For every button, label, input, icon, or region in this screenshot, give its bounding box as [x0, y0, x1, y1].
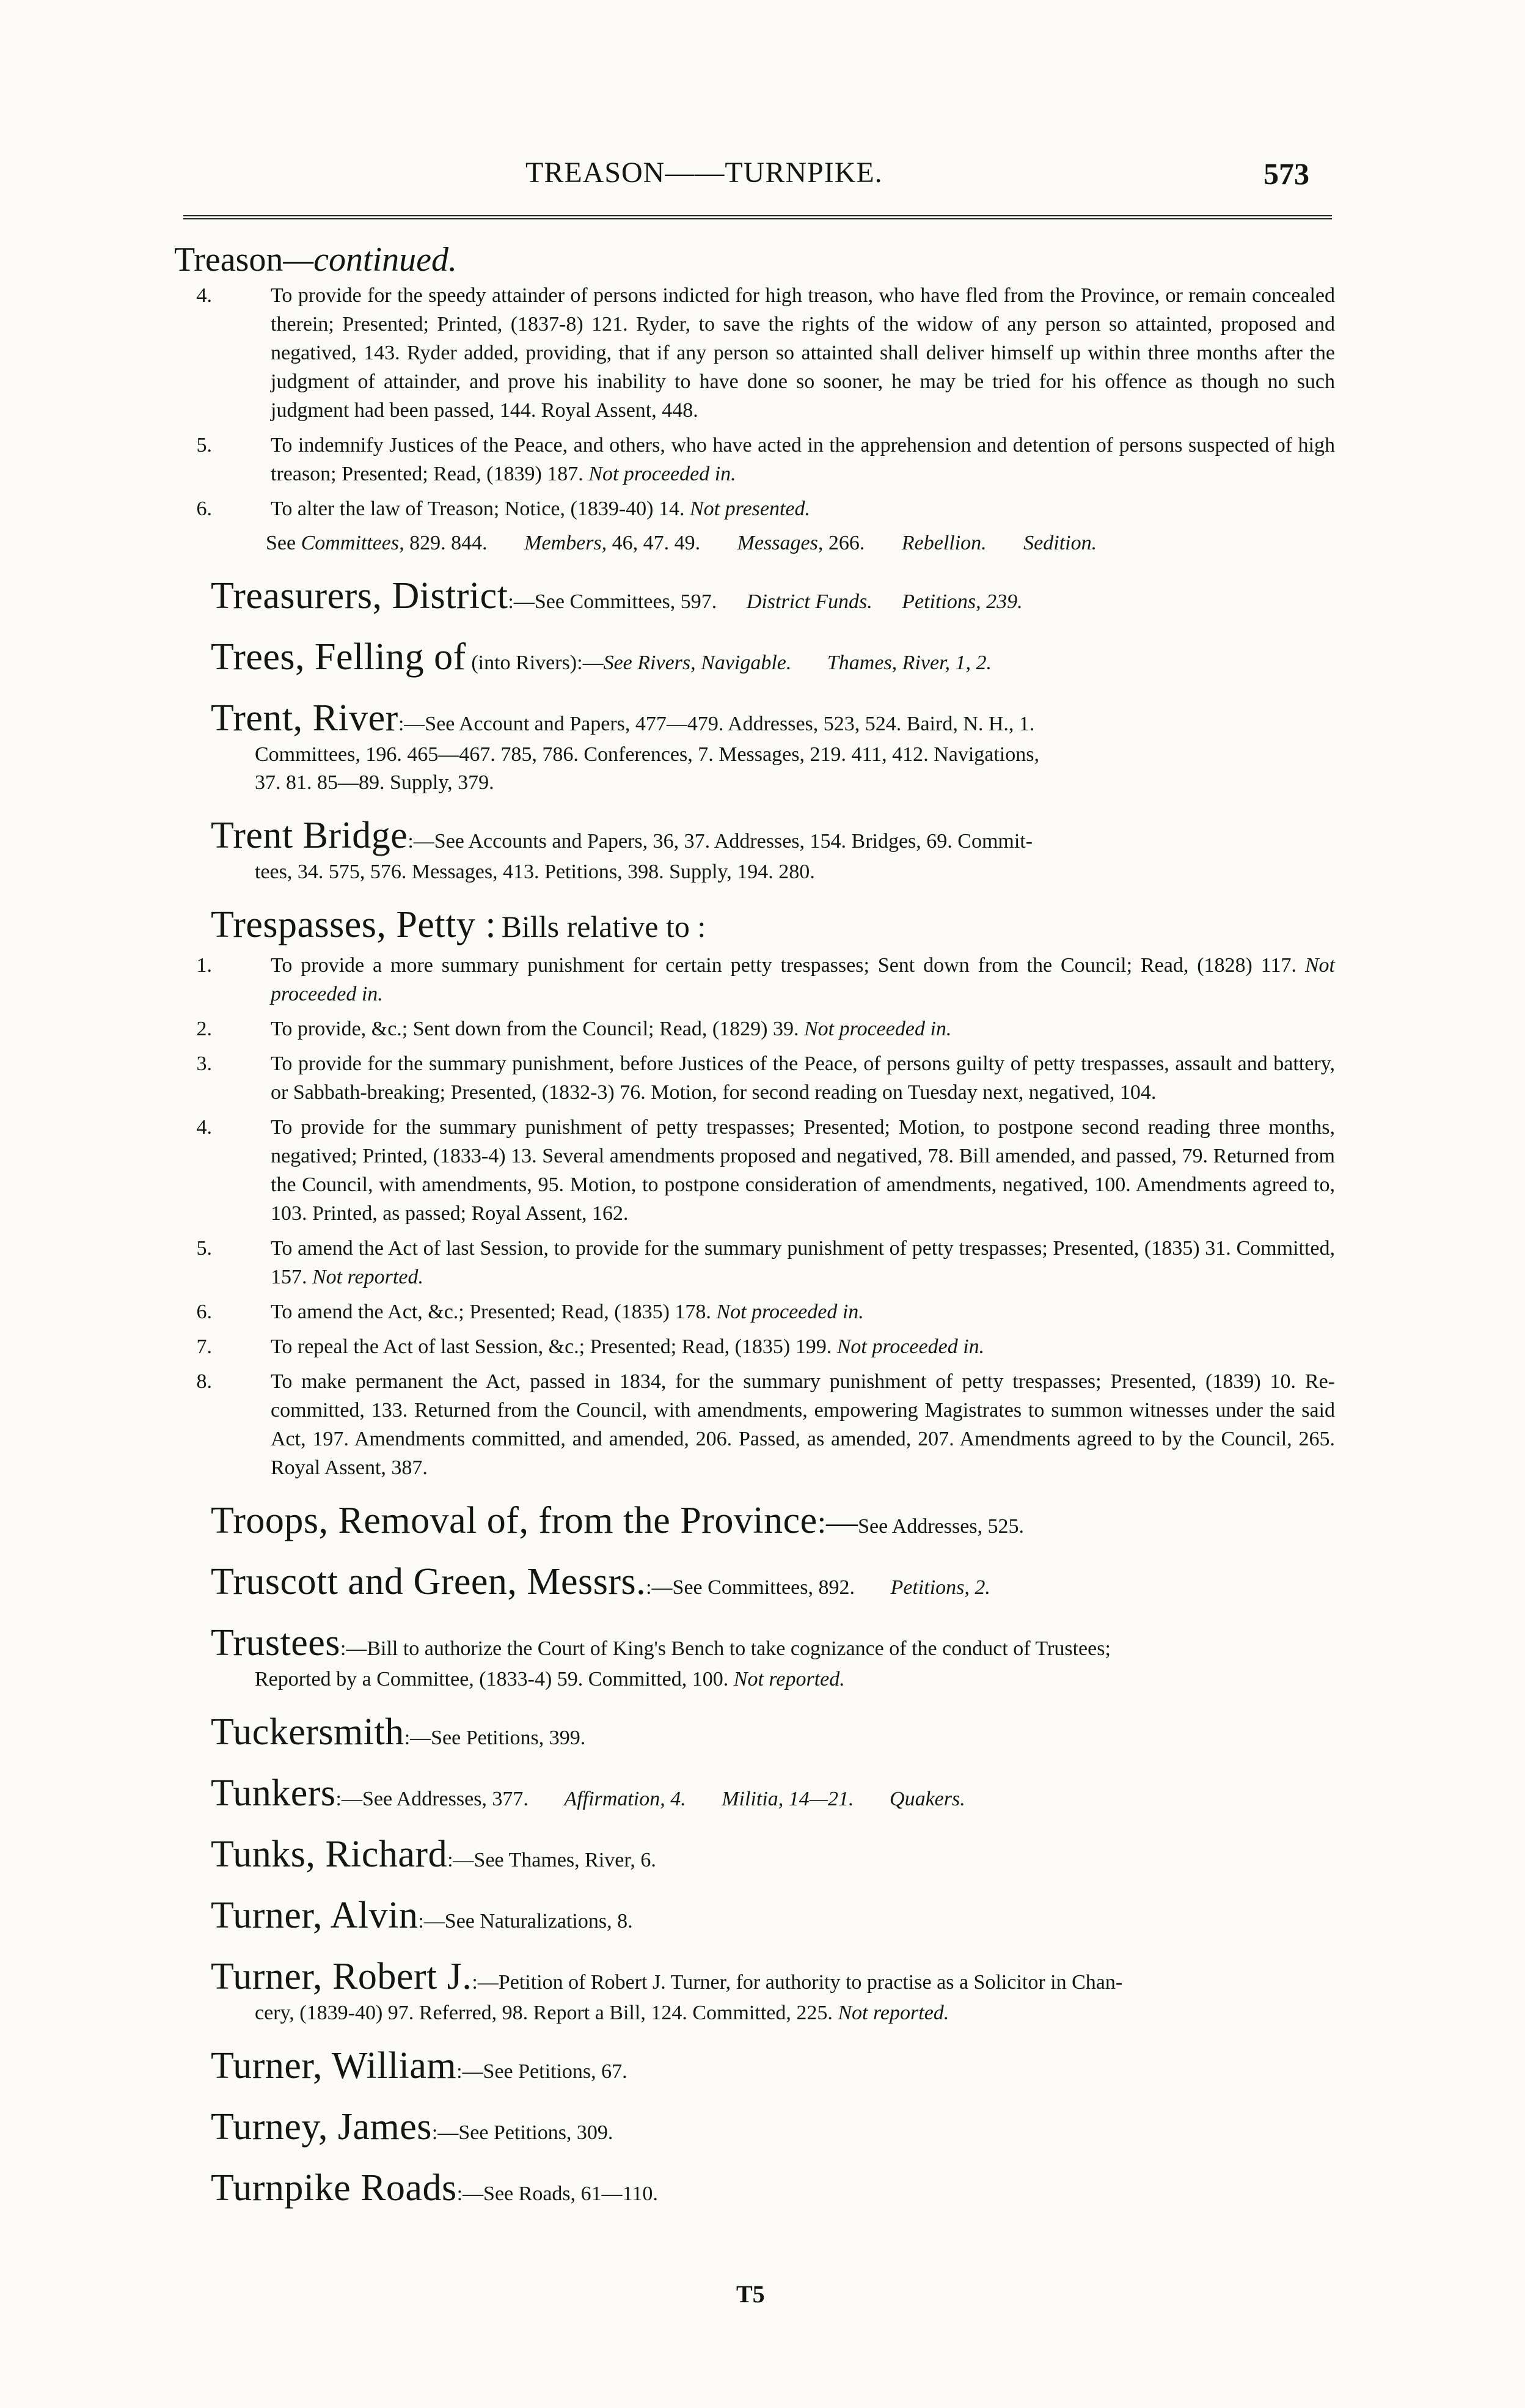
- entry-heading: Trees, Felling of: [211, 636, 466, 678]
- header-rule: [183, 215, 1332, 219]
- entry-heading: Trespasses, Petty :: [211, 904, 497, 945]
- entry-heading: Trent, River: [211, 697, 398, 739]
- entry-heading: Turnpike Roads: [211, 2167, 457, 2209]
- entry-heading: Tunks, Richard: [211, 1834, 448, 1875]
- entry-heading: Turner, William: [211, 2045, 457, 2087]
- entry-turney: Turney, James:—See Petitions, 309.: [211, 2106, 613, 2148]
- bill-item: 1. To provide a more summary punishment for certain petty trespasses; Sent down from the Council; Read, (1828) 117. Not proceeded in.: [196, 954, 1335, 1005]
- entry-treasurers: Treasurers, District:—See Committees, 597. District Funds. Petitions, 239.: [211, 575, 1023, 617]
- entry-heading: Turner, Alvin: [211, 1895, 419, 1936]
- bill-item: 4. To provide for the summary punishment of petty trespasses; Presented; Motion, to postpone second reading three months, negatived; Printed, (1833-4) 13. Several amendments proposed and negatived, 78. Bill amended, and passed, 79. Returned from the Council, with amendments, 95. Motion, to postpone consideration of amendments, negatived, 100. Amendments agreed to, 103. Printed, as passed; Royal Assent, 162.: [196, 1116, 1335, 1225]
- index-entries: [174, 238, 1335, 2226]
- entry-heading: Turney, James: [211, 2106, 432, 2148]
- bill-item: 5. To indemnify Justices of the Peace, and others, who have acted in the apprehension and detention of persons suspected of high treason; Presented; Read, (1839) 187. Not proceeded in.: [196, 434, 1335, 485]
- entry-tunks: Tunks, Richard:—See Thames, River, 6.: [211, 1834, 656, 1875]
- entry-turnpike: Turnpike Roads:—See Roads, 61—110.: [211, 2167, 658, 2209]
- entry-heading: Tuckersmith: [211, 1711, 404, 1753]
- entry-tunkers: Tunkers:—See Addresses, 377. Affirmation, 4. Militia, 14—21. Quakers.: [211, 1772, 965, 1814]
- entry-trent-river: Trent, River:—See Account and Papers, 477—479. Addresses, 523, 524. Baird, N. H., 1. Committees, 196. 465—467. 785, 786. Conferences, 7. Messages, 219. 411, 412. Navigations, 37. 81. 85—89. Supply, 379.: [211, 697, 1039, 794]
- bill-list: [196, 951, 1335, 1482]
- bill-item: 3. To provide for the summary punishment, before Justices of the Peace, of persons guilty of petty trespasses, assault and battery, or Sabbath-breaking; Presented, (1832-3) 76. Motion, for second reading on Tuesday next, negatived, 104.: [196, 1052, 1335, 1104]
- entry-troops: Troops, Removal of, from the Province:—See Addresses, 525.: [211, 1500, 1025, 1541]
- entry-heading: Truscott and Green, Messrs.: [211, 1561, 646, 1602]
- entry-treason: [174, 238, 1335, 557]
- bill-item: 2. To provide, &c.; Sent down from the Council; Read, (1829) 39. Not proceeded in.: [196, 1018, 952, 1040]
- page-header: [0, 156, 1525, 205]
- entry-heading: Tunkers: [211, 1772, 336, 1814]
- entry-turner-alvin: Turner, Alvin:—See Naturalizations, 8.: [211, 1895, 633, 1936]
- entry-heading: Turner, Robert J.: [211, 1956, 472, 1997]
- entry-turner-william: Turner, William:—See Petitions, 67.: [211, 2045, 627, 2087]
- see-also-line: See Committees, 829. 844. Members, 46, 47. 49. Messages, 266. Rebellion. Sedition.: [266, 532, 1097, 554]
- entry-heading: Treasurers, District: [211, 575, 508, 617]
- entry-trent-bridge: Trent Bridge:—See Accounts and Papers, 36, 37. Addresses, 154. Bridges, 69. Commit- tees, 34. 575, 576. Messages, 413. Petitions, 398. Supply, 194. 280.: [211, 815, 1033, 883]
- entry-heading: Trustees: [211, 1622, 340, 1664]
- page-title: TREASON——TURNPIKE.: [525, 156, 883, 189]
- entry-trustees: Trustees:—Bill to authorize the Court of King's Bench to take cognizance of the conduct of Trustees; Reported by a Committee, (1833-4) 59. Committed, 100. Not reported.: [211, 1622, 1111, 1690]
- entry-trespasses: Trespasses, Petty : Bills relative to : 1. To provide a more summary punishment for certain petty trespasses; Sent down from the Council; Read, (1828) 117. Not proceeded in. 2. To provide, &c.; Sent down from the Council; Read, (1829) 39. Not proceeded in. 3. To provide for the summary punishment, before Justices of the Peace, of persons guilty of petty trespasses, assault and battery, or Sabbath-breaking; Presented, (1832-3) 76. Motion, for second reading on Tuesday next, negatived, 104. 4. To provide for the summary punishment of petty trespasses; Presented; Motion, to postpone second reading three months, negatived; Printed, (1833-4) 13. Several amendments proposed and negatived, 78. Bill amended, and passed, 79. Returned from the Council, with amendments, 95. Motion, to postpone consideration of amendments, negatived, 100. Amendments agreed to, 103. Printed, as passed; Royal Assent, 162. 5. To amend the Act of last Session, to provide for the summary punishment of petty trespasses; Presented, (1835) 31. Committed, 157. Not reported. 6. To amend the Act, &c.; Presented; Read, (1835) 178. Not proceeded in. 7. To repeal the Act of last Session, &c.; Presented; Read, (1835) 199. Not proceeded in. 8. To make permanent the Act, passed in 1834, for the summary punishment of petty trespasses; Presented, (1839) 10. Re-committed, 133. Returned from the Council, with amendments, empowering Magistrates to summon witnesses under the said Act, 197. Amendments committed, and amended, 206. Passed, as amended, 207. Amendments agreed to by the Council, 265. Royal Assent, 387.: [211, 902, 1335, 1482]
- page-number: 573: [1264, 156, 1309, 191]
- entry-heading: Treason—continued.: [174, 241, 458, 279]
- bill-item: 6. To alter the law of Treason; Notice, (1839-40) 14. Not presented.: [196, 497, 811, 520]
- entry-trees: Trees, Felling of (into Rivers):—See Rivers, Navigable. Thames, River, 1, 2.: [211, 636, 992, 678]
- signature-mark: T5: [736, 2280, 765, 2308]
- bill-item: 4. To provide for the speedy attainder of persons indicted for high treason, who have fled from the Province, or remain concealed therein; Presented; Printed, (1837-8) 121. Ryder, to save the rights of the widow of any person so attainted, proposed and negatived, 143. Ryder added, providing, that if any person so attainted shall deliver himself up within three months after the judgment of attainder, and prove his inability to have done so sooner, he may be tried for his offence as though no such judgment had been passed, 144. Royal Assent, 448.: [196, 284, 1335, 422]
- entry-heading: Troops, Removal of, from the Province: [211, 1500, 817, 1541]
- bill-item: 6. To amend the Act, &c.; Presented; Read, (1835) 178. Not proceeded in.: [196, 1301, 864, 1323]
- bill-item: 7. To repeal the Act of last Session, &c.; Presented; Read, (1835) 199. Not proceeded in.: [196, 1335, 985, 1358]
- entry-truscott: Truscott and Green, Messrs.:—See Committees, 892. Petitions, 2.: [211, 1561, 990, 1602]
- bill-list: [196, 281, 1335, 523]
- bill-item: 8. To make permanent the Act, passed in 1834, for the summary punishment of petty trespasses; Presented, (1839) 10. Re-committed, 133. Returned from the Council, with amendments, empowering Magistrates to summon witnesses under the said Act, 197. Amendments committed, and amended, 206. Passed, as amended, 207. Amendments agreed to by the Council, 265. Royal Assent, 387.: [196, 1370, 1335, 1479]
- bill-item: 5. To amend the Act of last Session, to provide for the summary punishment of petty trespasses; Presented, (1835) 31. Committed, 157. Not reported.: [196, 1237, 1335, 1288]
- entry-turner-robert: Turner, Robert J.:—Petition of Robert J. Turner, for authority to practise as a Solicitor in Chan- cery, (1839-40) 97. Referred, 98. Report a Bill, 124. Committed, 225. Not reported.: [211, 1956, 1123, 2024]
- entry-tuckersmith: Tuckersmith:—See Petitions, 399.: [211, 1711, 586, 1753]
- entry-heading: Trent Bridge: [211, 815, 408, 856]
